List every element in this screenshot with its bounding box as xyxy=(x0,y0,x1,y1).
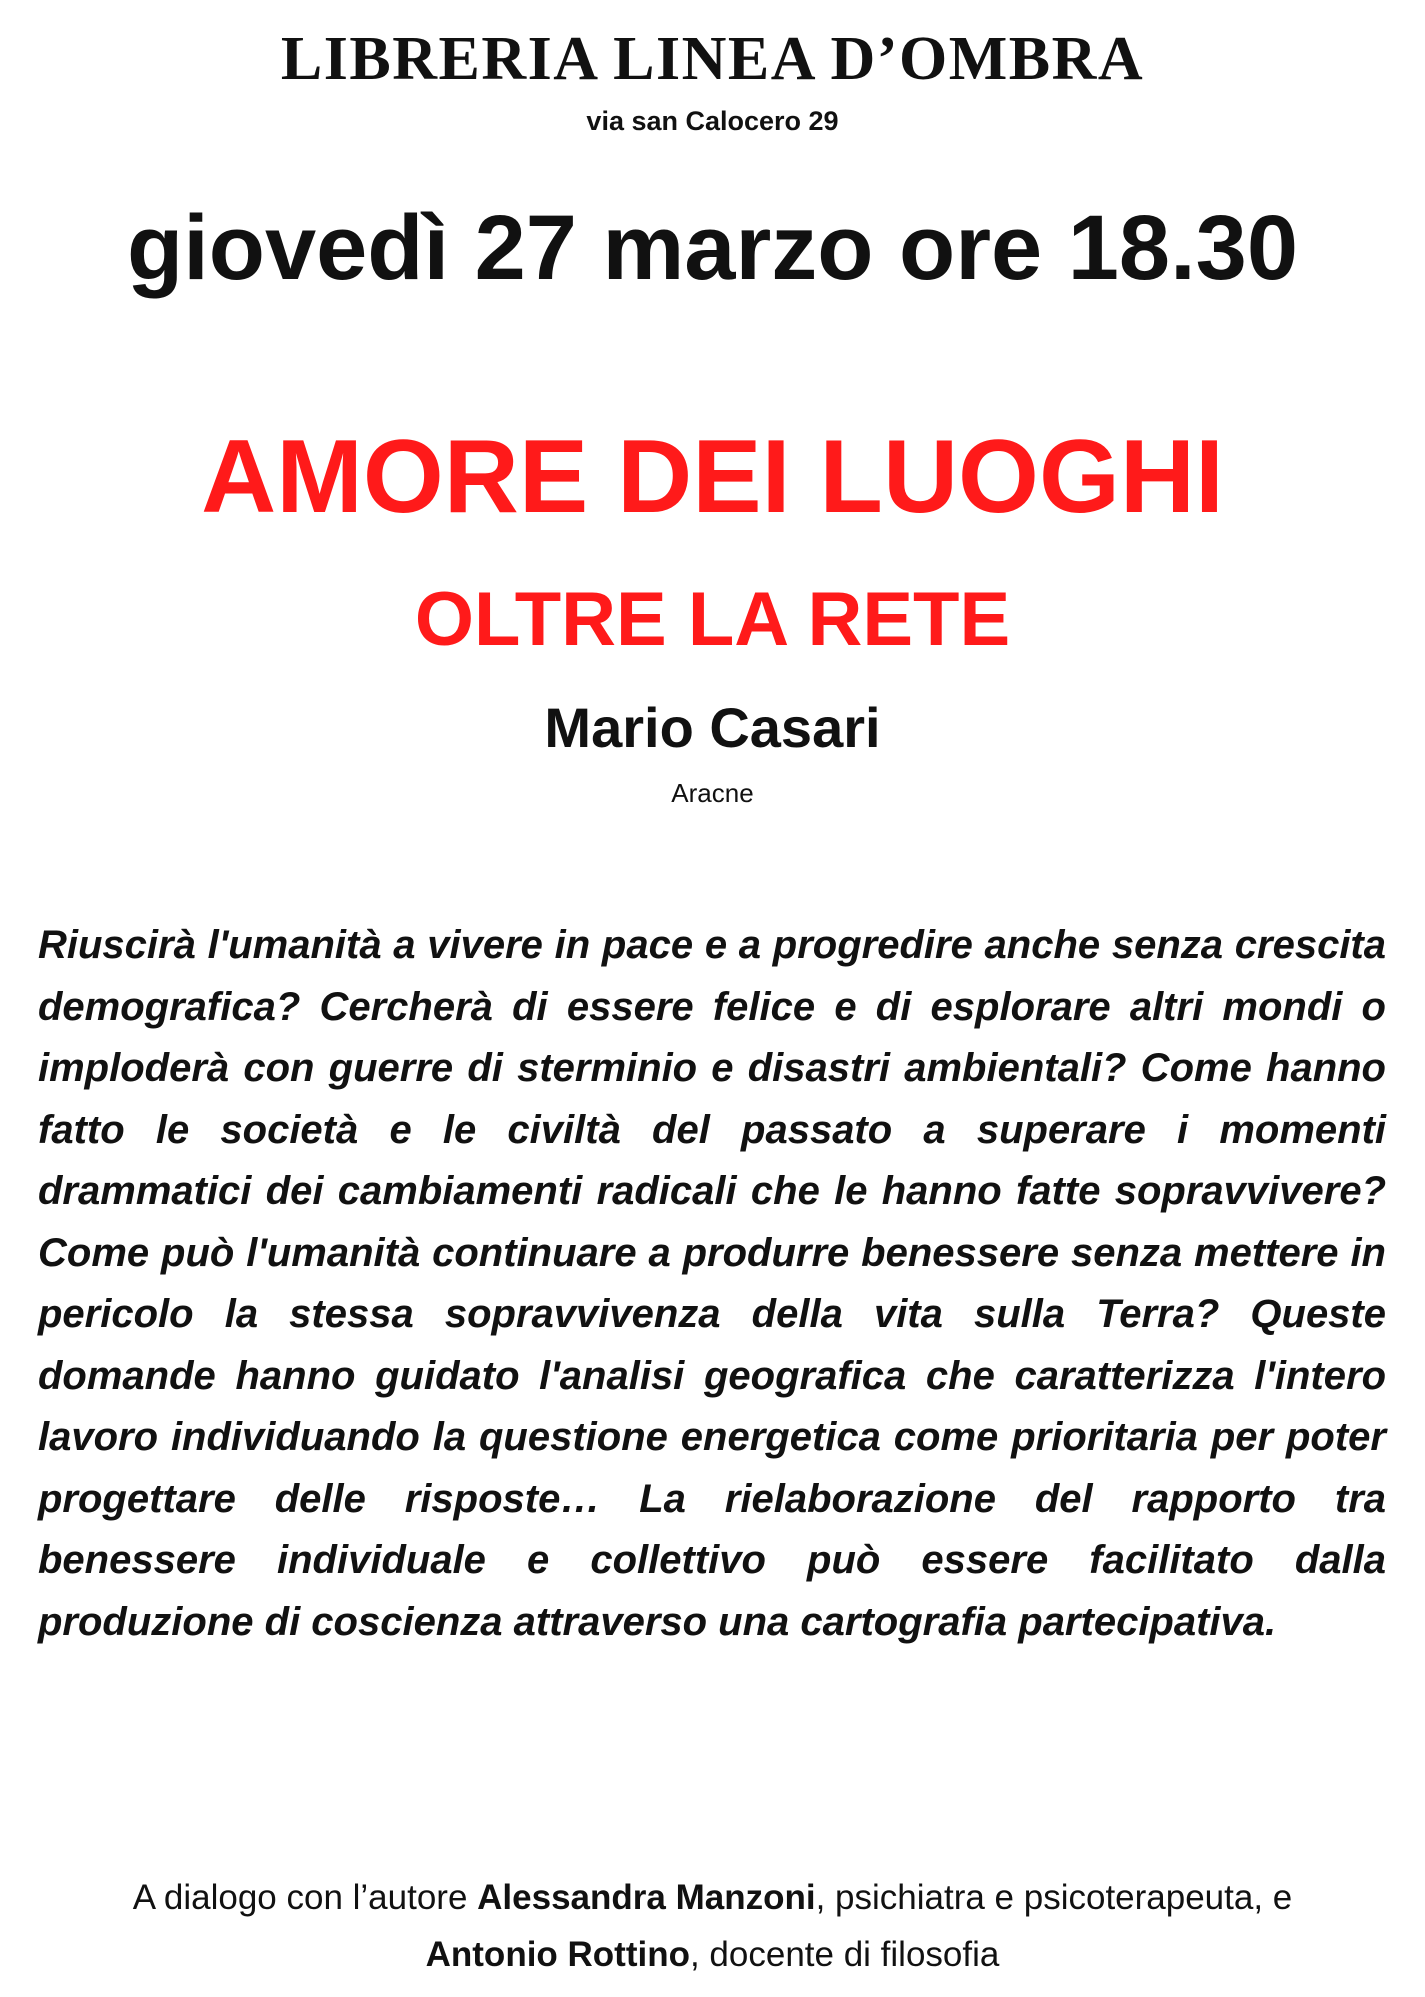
venue-name: LIBRERIA LINEA D’OMBRA xyxy=(280,25,1145,93)
book-publisher: Aracne xyxy=(671,778,754,808)
event-date-time: giovedì 27 marzo ore 18.30 xyxy=(127,197,1298,299)
guest-2-role: , docente di filosofia xyxy=(689,1935,1000,1974)
book-title: AMORE DEI LUOGHI xyxy=(201,419,1224,535)
guest-1-name: Alessandra Manzoni xyxy=(477,1878,816,1917)
book-description: Riuscirà l'umanità a vivere in pace e a progredire anche senza crescita demografica? Cercherà di essere felice e di esplorare altri mondi o imploderà con guerre di sterminio e disastri ambientali? Come hanno fatto le società e le civiltà del passato a superare i momenti drammatici dei cambiamenti radicali che le hanno fatte sopravvivere? Come può l'umanità continuare a produrre benessere senza mettere in pericolo la stessa sopravvivenza della vita sulla Terra? Queste domande hanno guidato l'analisi geografica che caratterizza l'intero lavoro individuando la questione energetica come prioritaria per poter progettare delle risposte… La rielaborazione del rapporto tra benessere individuale e collettivo può essere facilitato dalla produzione di coscienza attraverso una cartografia partecipativa. xyxy=(38,923,1386,1644)
dialogue-credits xyxy=(30,1869,1395,1983)
book-subtitle: OLTRE LA RETE xyxy=(414,577,1011,662)
book-author: Mario Casari xyxy=(544,696,881,759)
venue-address: via san Calocero 29 xyxy=(586,106,839,136)
guest-2-name: Antonio Rottino xyxy=(425,1935,690,1974)
dialogue-intro: A dialogo con l’autore xyxy=(132,1878,478,1917)
guest-1-role: , psichiatra e psicoterapeuta, e xyxy=(815,1878,1293,1917)
